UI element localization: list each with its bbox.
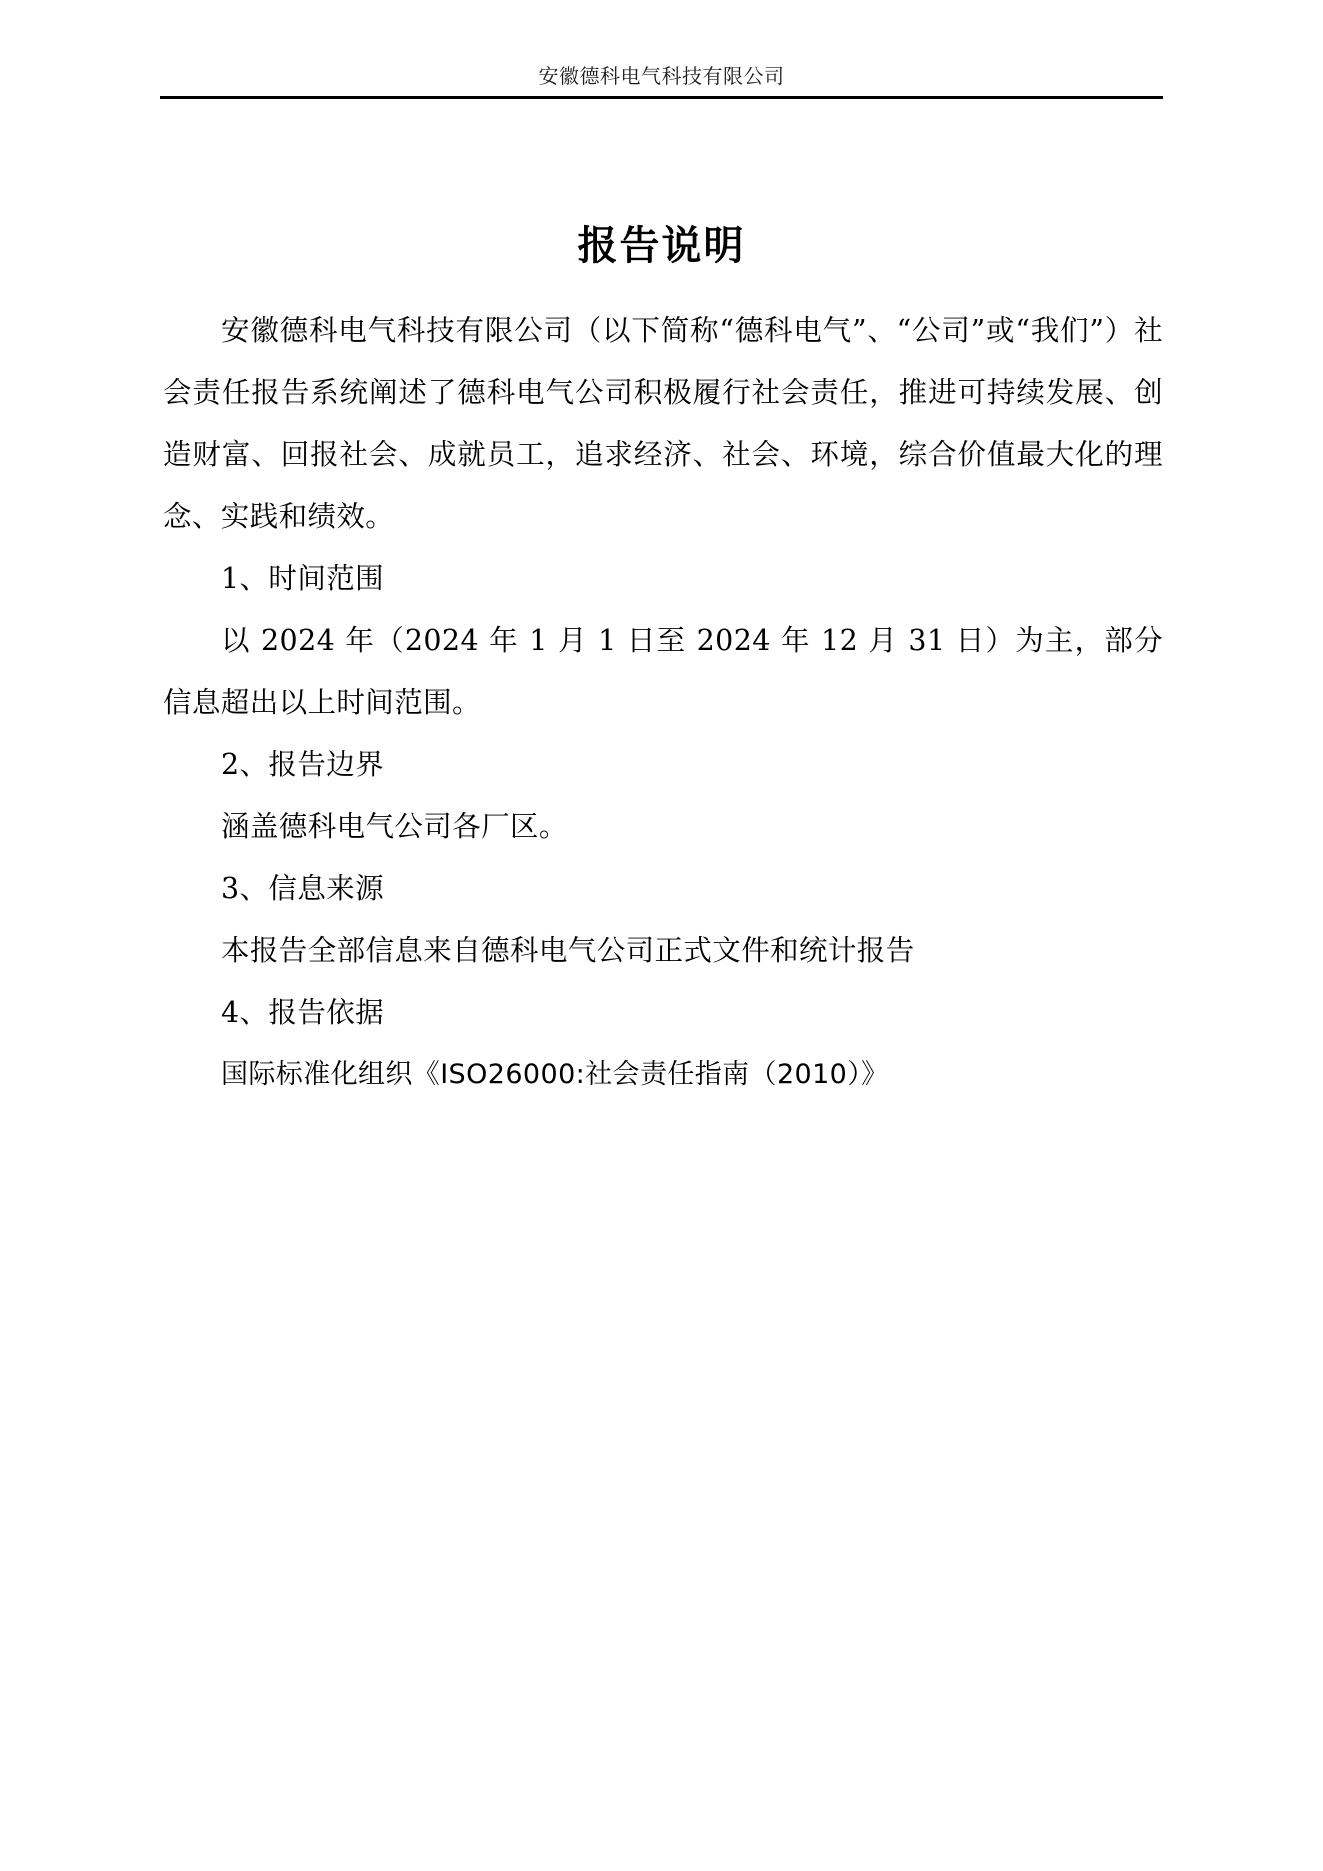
section-1-body: 以 2024 年（2024 年 1 月 1 日至 2024 年 12 月 31 日）为主，部分信息超出以上时间范围。 (163, 624, 1163, 719)
paragraph-intro: 安徽德科电气科技有限公司（以下简称“德科电气”、“公司”或“我们”）社会责任报告系统阐述了德科电气公司积极履行社会责任，推进可持续发展、创造财富、回报社会、成就员工，追求经济、社会、环境，综合价值最大化的理念、实践和绩效。 (163, 314, 1163, 533)
page-title: 报告说明 (577, 221, 746, 269)
section-2-heading: 2、报告边界 (221, 748, 385, 781)
section-4-body: 国际标准化组织《ISO26000:社会责任指南（2010）》 (221, 1059, 889, 1090)
header-divider (160, 96, 1163, 99)
section-2-body: 涵盖德科电气公司各厂区。 (221, 810, 568, 843)
section-3-body: 本报告全部信息来自德科电气公司正式文件和统计报告 (221, 934, 915, 967)
section-1-heading: 1、时间范围 (221, 562, 385, 595)
section-3-heading: 3、信息来源 (221, 872, 385, 905)
document-body (163, 300, 1163, 1106)
header-company-name: 安徽德科电气科技有限公司 (538, 64, 785, 88)
section-4-heading: 4、报告依据 (221, 996, 385, 1029)
page-header (160, 62, 1163, 99)
